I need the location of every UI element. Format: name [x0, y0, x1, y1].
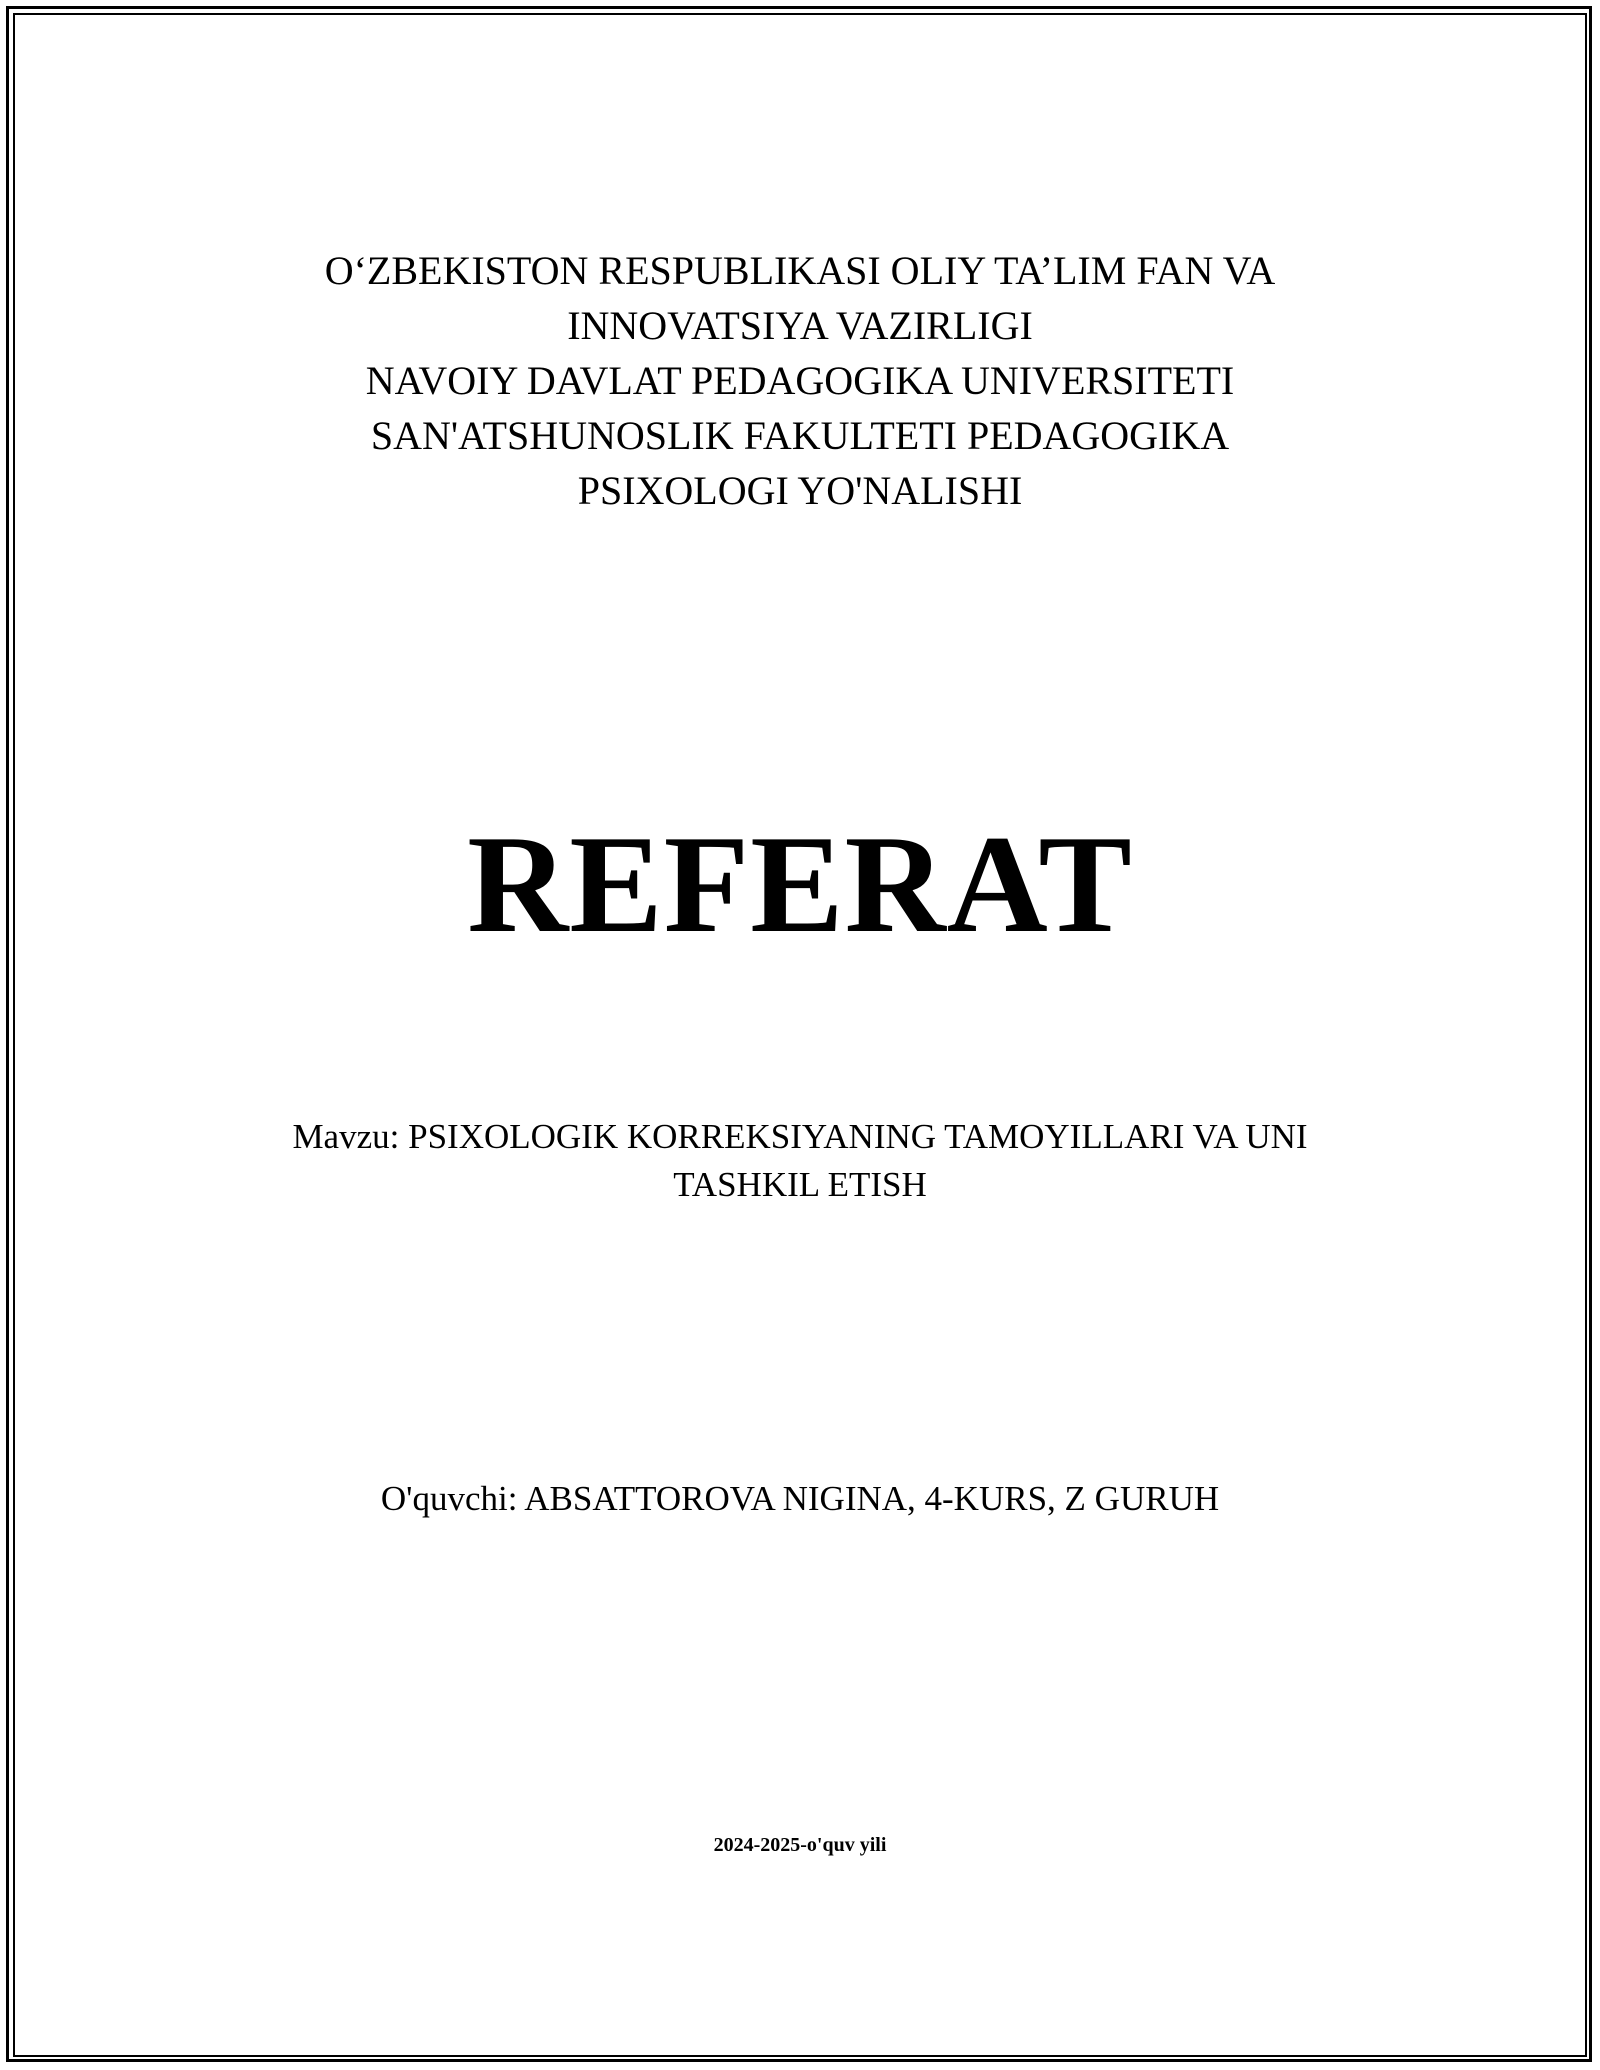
- document-title: REFERAT: [467, 807, 1133, 962]
- student-info: O'quvchi: ABSATTOROVA NIGINA, 4-KURS, Z GURUH: [380, 1479, 1220, 1518]
- header-faculty: SAN'ATSHUNOSLIK FAKULTETI PEDAGOGIKA: [370, 413, 1230, 458]
- header-ministry-line-1: O‘ZBEKISTON RESPUBLIKASI OLIY TA’LIM FAN VA: [324, 248, 1276, 293]
- header-direction: PSIXOLOGI YO'NALISHI: [577, 468, 1023, 513]
- header-block: [0, 243, 1600, 518]
- topic-line-1: Mavzu: PSIXOLOGIK KORREKSIYANING TAMOYILLARI VA UNI: [292, 1117, 1308, 1156]
- header-university: NAVOIY DAVLAT PEDAGOGIKA UNIVERSITETI: [365, 358, 1235, 403]
- topic-line-2: TASHKIL ETISH: [673, 1165, 927, 1204]
- topic-block: [0, 1113, 1600, 1209]
- academic-year: 2024-2025-o'quv yili: [713, 1834, 887, 1856]
- header-ministry-line-2: INNOVATSIYA VAZIRLIGI: [567, 303, 1033, 348]
